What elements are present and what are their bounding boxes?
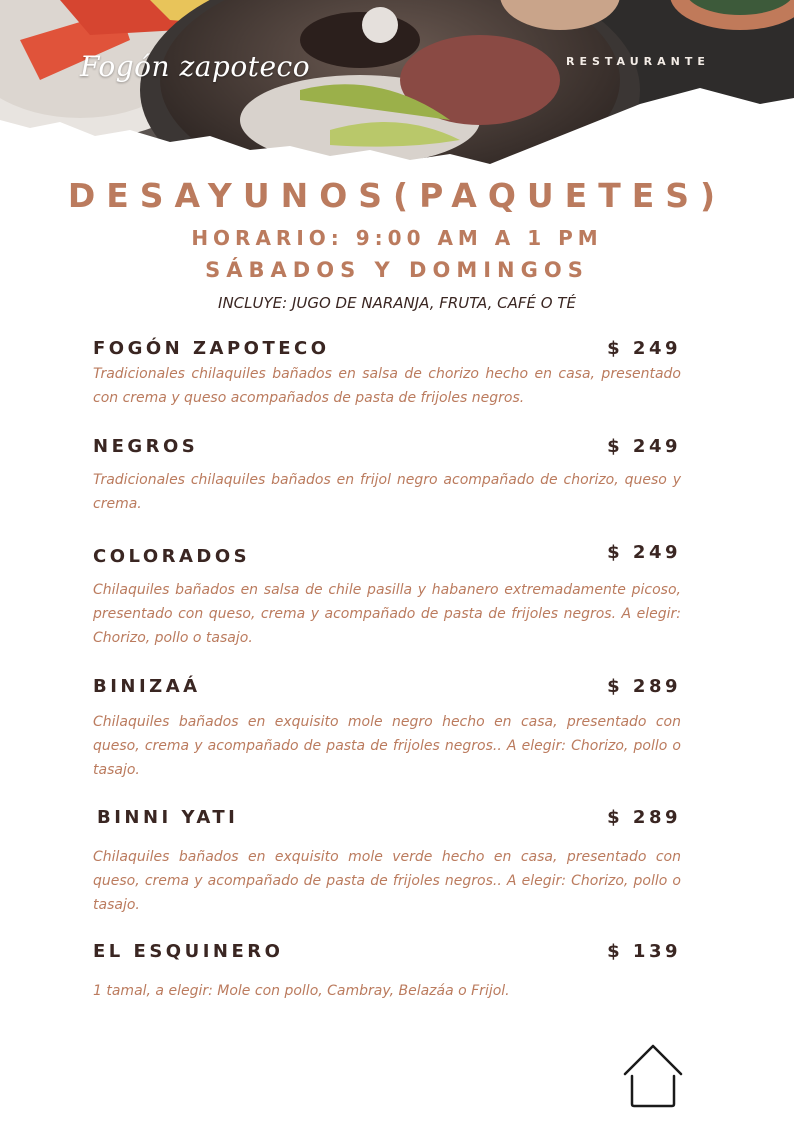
brand-logo-text: Fogón zapoteco xyxy=(80,50,311,83)
item-description: Chilaquiles bañados en exquisito mole verde hecho en casa, presentado con queso, crema y acompañado de pasta de frijoles negros.. A elegir: Chorizo, pollo o tasajo. xyxy=(93,849,681,913)
header-photo xyxy=(0,0,794,190)
item-price: $ 289 xyxy=(607,807,681,828)
brand-tagline: RESTAURANTE xyxy=(566,55,710,68)
item-name: BINNI YATI xyxy=(97,807,239,828)
item-description: Chilaquiles bañados en salsa de chile pasilla y habanero extremadamente picoso, presentado con queso, crema y acompañado de pasta de frijoles negros. A elegir: Chorizo, pollo o tasajo. xyxy=(93,582,681,646)
menu-title: DESAYUNOS(PAQUETES) xyxy=(67,176,727,215)
menu-item xyxy=(93,941,681,1003)
menu-schedule: HORARIO: 9:00 AM A 1 PM xyxy=(191,226,603,250)
item-name: COLORADOS xyxy=(93,546,251,567)
item-description: 1 tamal, a elegir: Mole con pollo, Cambray, Belazáa o Frijol. xyxy=(93,983,510,999)
item-price: $ 289 xyxy=(607,676,681,697)
menu-days: SÁBADOS Y DOMINGOS xyxy=(205,258,589,282)
home-icon[interactable] xyxy=(622,1042,684,1110)
item-description: Tradicionales chilaquiles bañados en salsa de chorizo hecho en casa, presentado con crema y queso acompañados de pasta de frijoles negros. xyxy=(93,366,681,406)
item-description: Tradicionales chilaquiles bañados en frijol negro acompañado de chorizo, queso y crema. xyxy=(93,472,681,512)
item-price: $ 139 xyxy=(607,941,681,962)
food-photo-illustration xyxy=(0,0,794,190)
menu-item xyxy=(93,676,681,782)
menu-item xyxy=(93,807,681,917)
item-price: $ 249 xyxy=(607,436,681,457)
item-price: $ 249 xyxy=(607,542,681,563)
item-name: FOGÓN ZAPOTECO xyxy=(93,338,330,359)
item-name: BINIZAÁ xyxy=(93,676,201,697)
menu-item xyxy=(93,338,681,410)
menu-item xyxy=(93,436,681,516)
item-name: NEGROS xyxy=(93,436,199,457)
item-description: Chilaquiles bañados en exquisito mole negro hecho en casa, presentado con queso, crema y acompañado de pasta de frijoles negros.. A elegir: Chorizo, pollo o tasajo. xyxy=(93,714,681,778)
item-name: EL ESQUINERO xyxy=(93,941,284,962)
item-price: $ 249 xyxy=(607,338,681,359)
menu-item xyxy=(93,542,681,650)
menu-includes: INCLUYE: JUGO DE NARANJA, FRUTA, CAFÉ O TÉ xyxy=(218,294,576,312)
